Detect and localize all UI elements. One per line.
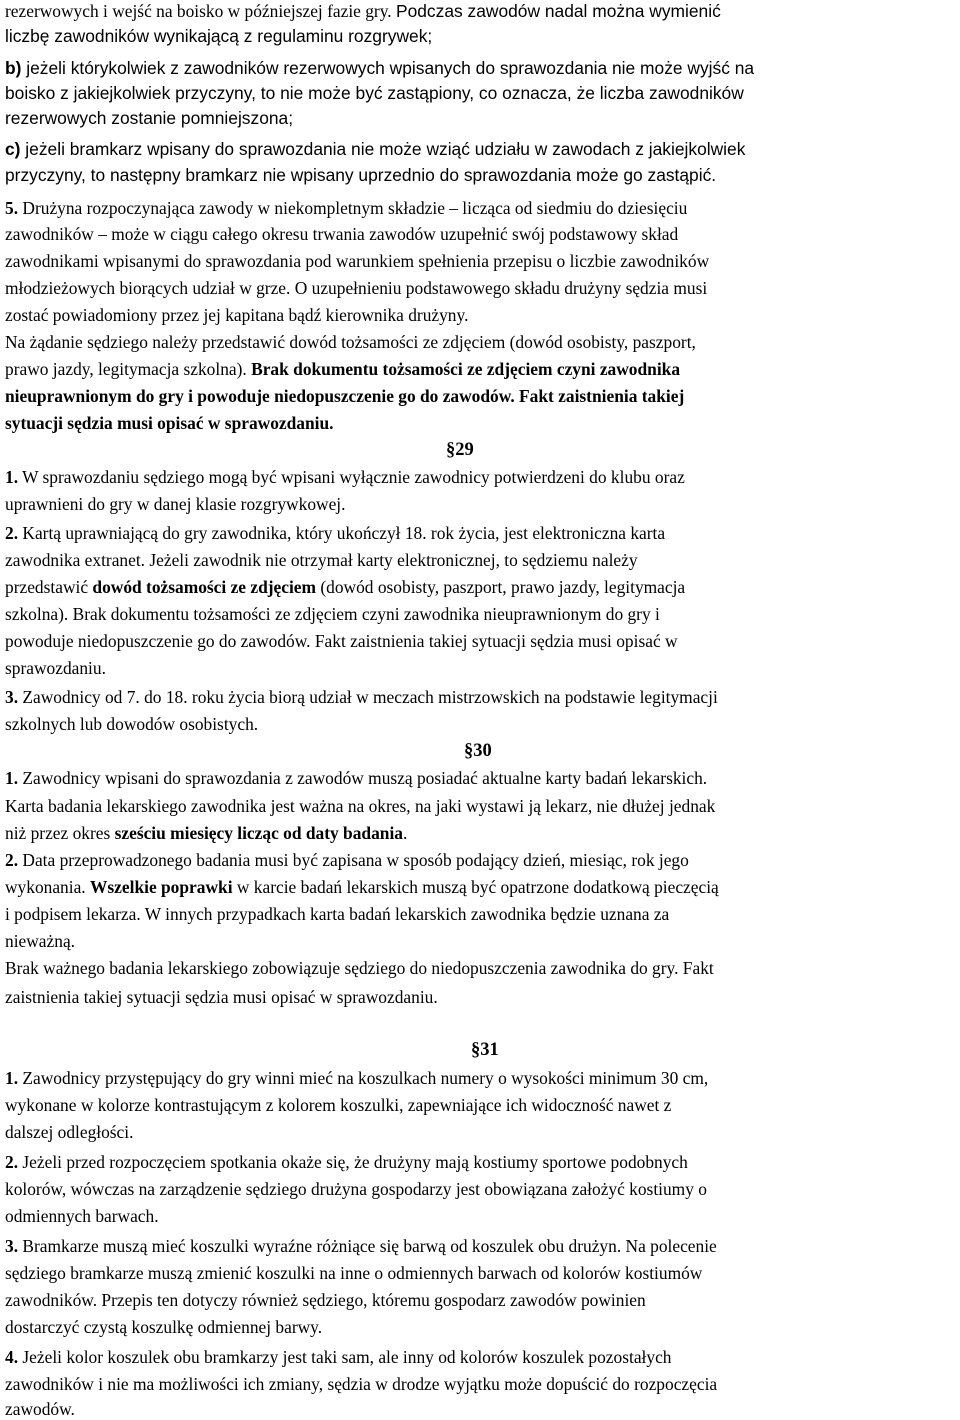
section-mark-icon: § — [446, 440, 456, 460]
text-line: przedstawić dowód tożsamości ze zdjęciem (dowód osobisty, paszport, prawo jazdy, legitymacja — [5, 577, 686, 597]
text-line: zawodników. Przepis ten dotyczy również sędziego, któremu gospodarz zawodów powinien — [5, 1290, 646, 1310]
text-line: dalszej odległości. — [5, 1122, 134, 1142]
text-line: zaistnienia takiej sytuacji sędzia musi opisać w sprawozdaniu. — [5, 987, 438, 1007]
text-line: młodzieżowych biorących udział w grze. O uzupełnieniu podstawowego składu drużyny sędzia musi — [5, 278, 708, 298]
text-line: prawo jazdy, legitymacja szkolna). Brak dokumentu tożsamości ze zdjęciem czyni zawodnika — [5, 359, 681, 379]
text-line: kolorów, wówczas na zarządzenie sędziego drużyna gospodarzy jest obowiązana założyć kostiumy o — [5, 1179, 707, 1199]
text-line: niż przez okres sześciu miesięcy licząc od daty badania. — [5, 823, 408, 843]
list-item-b: b) jeżeli którykolwiek z zawodników rezerwowych wpisanych do sprawozdania nie może wyjść na — [5, 58, 755, 78]
section-heading-30: §30 — [464, 741, 492, 761]
list-item: 1. Zawodnicy przystępujący do gry winni mieć na koszulkach numery o wysokości minimum 30 cm, — [5, 1068, 709, 1088]
text-line: Brak ważnego badania lekarskiego zobowiązuje sędziego do niedopuszczenia zawodnika do gry. Fakt — [5, 958, 714, 978]
text-line: zostać powiadomiony przez jej kapitana bądź kierownika drużyny. — [5, 305, 469, 325]
text-line: wykonane w kolorze kontrastującym z kolorem koszulki, zapewniające ich widoczność nawet z — [5, 1095, 672, 1115]
list-item-c: c) jeżeli bramkarz wpisany do sprawozdania nie może wziąć udziału w zawodach z jakiejkolwiek — [5, 139, 746, 159]
text-line: rezerwowych i wejść na boisko w późniejszej fazie gry. Podczas zawodów nadal można wymienić — [5, 1, 721, 21]
list-item: 2. Kartą uprawniającą do gry zawodnika, który ukończył 18. rok życia, jest elektroniczna karta — [5, 523, 666, 543]
text-line: dostarczyć czystą koszulkę odmiennej barwy. — [5, 1317, 323, 1337]
list-item: 2. Jeżeli przed rozpoczęciem spotkania okaże się, że drużyny mają kostiumy sportowe podobnych — [5, 1152, 688, 1172]
text-line: boisko z jakiejkolwiek przyczyny, to nie może być zastąpiony, co oznacza, że liczba zawodników — [5, 83, 744, 103]
text-line: Karta badania lekarskiego zawodnika jest ważna na okres, na jaki wystawi ją lekarz, nie dłużej jednak — [5, 796, 716, 816]
text-line: liczbę zawodników wynikającą z regulaminu rozgrywek; — [5, 26, 433, 46]
section-heading-29: §29 — [446, 440, 474, 460]
text-line: sędziego bramkarze muszą zmienić koszulki na inne o odmiennych barwach od kolorów kostiumów — [5, 1263, 703, 1283]
text-line: zawodów. — [5, 1399, 75, 1419]
text-line: zawodnika extranet. Jeżeli zawodnik nie otrzymał karty elektronicznej, to sędziemu należy — [5, 550, 638, 570]
text-line: zawodników i nie ma możliwości ich zmiany, sędzia w drodze wyjątku może dopuścić do rozpoczęcia — [5, 1374, 718, 1394]
list-item: 3. Zawodnicy od 7. do 18. roku życia biorą udział w meczach mistrzowskich na podstawie legitymacji — [5, 687, 718, 707]
text-line: sprawozdaniu. — [5, 658, 106, 678]
list-item: 1. W sprawozdaniu sędziego mogą być wpisani wyłącznie zawodnicy potwierdzeni do klubu oraz — [5, 467, 685, 487]
text-line: i podpisem lekarza. W innych przypadkach karta badań lekarskich zawodnika będzie uznana za — [5, 904, 670, 924]
text-line: zawodnikami wpisanymi do sprawozdania pod warunkiem spełnienia przepisu o liczbie zawodników — [5, 251, 710, 271]
text-line: rezerwowych zostanie pomniejszona; — [5, 108, 294, 128]
text-line: zawodników – może w ciągu całego okresu trwania zawodów uzupełnić swój podstawowy skład — [5, 224, 679, 244]
text-line: Na żądanie sędziego należy przedstawić dowód tożsamości ze zdjęciem (dowód osobisty, paszport, — [5, 332, 696, 352]
text-line: nieważną. — [5, 931, 76, 951]
text-line: powoduje niedopuszczenie go do zawodów. Fakt zaistnienia takiej sytuacji sędzia musi opisać w — [5, 631, 678, 651]
section-mark-icon: § — [464, 741, 474, 761]
text-line: szkolnych lub dowodów osobistych. — [5, 714, 259, 734]
text-line: sytuacji sędzia musi opisać w sprawozdaniu. — [5, 413, 334, 433]
text-line: uprawnieni do gry w danej klasie rozgrywkowej. — [5, 494, 346, 514]
text-line: szkolna). Brak dokumentu tożsamości ze zdjęciem czyni zawodnika nieuprawnionym do gry i — [5, 604, 660, 624]
list-item: 2. Data przeprowadzonego badania musi być zapisana w sposób podający dzień, miesiąc, rok jego — [5, 850, 689, 870]
text-line: przyczyny, to następny bramkarz nie wpisany uprzednio do sprawozdania może go zastąpić. — [5, 165, 717, 185]
paragraph-5: 5. Drużyna rozpoczynająca zawody w niekompletnym składzie – licząca od siedmiu do dziesięciu — [5, 198, 688, 218]
list-item: 1. Zawodnicy wpisani do sprawozdania z zawodów muszą posiadać aktualne karty badań lekarskich. — [5, 768, 708, 788]
list-item: 4. Jeżeli kolor koszulek obu bramkarzy jest taki sam, ale inny od kolorów koszulek pozostałych — [5, 1347, 672, 1367]
text-line: wykonania. Wszelkie poprawki w karcie badań lekarskich muszą być opatrzone dodatkową pieczęcią — [5, 877, 719, 897]
section-heading-31: §31 — [471, 1040, 499, 1060]
text-line: nieuprawnionym do gry i powoduje niedopuszczenie go do zawodów. Fakt zaistnienia takiej — [5, 386, 685, 406]
text-line: odmiennych barwach. — [5, 1206, 159, 1226]
list-item: 3. Bramkarze muszą mieć koszulki wyraźne różniące się barwą od koszulek obu drużyn. Na polecenie — [5, 1236, 717, 1256]
section-mark-icon: § — [471, 1040, 481, 1060]
